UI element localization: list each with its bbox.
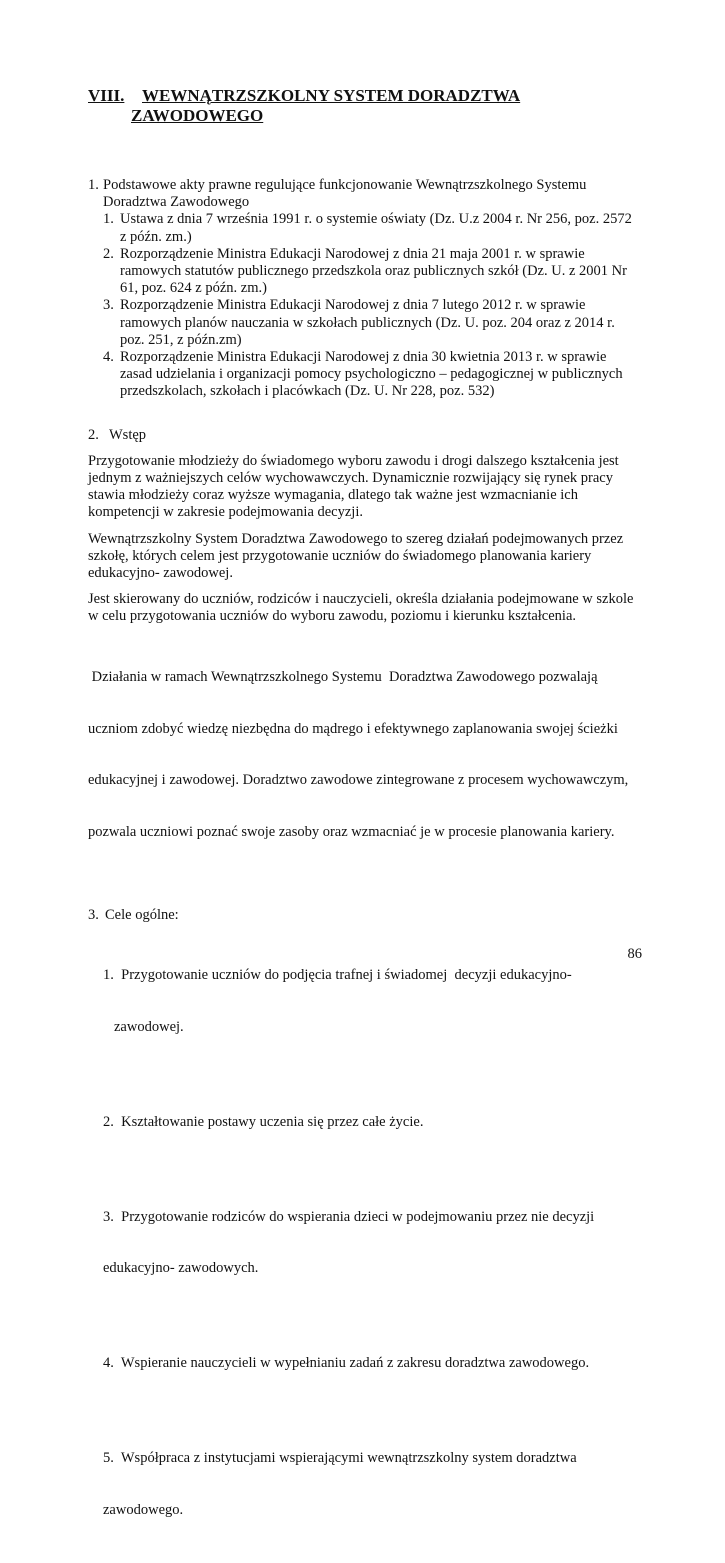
legal-acts-list — [103, 211, 640, 400]
paragraph-line: Jest skierowany do uczniów, rodziców i nauczycieli, określa działania podejmowane w szkole — [88, 591, 634, 608]
paragraph — [88, 531, 640, 583]
paragraph-line: edukacyjnej i zawodowej. Doradztwo zawodowe zintegrowane z procesem wychowawczym, — [88, 772, 629, 789]
item-line: z późn. zm.) — [120, 228, 192, 245]
item-line: ramowych statutów publicznego przedszkola oraz publicznych szkół (Dz. U. z 2001 Nr — [120, 263, 627, 280]
goal-line: 3. Przygotowanie rodziców do wspierania dzieci w podejmowaniu przez nie decyzji — [103, 1208, 595, 1225]
chapter-heading — [88, 86, 648, 126]
item-number: 3. — [103, 297, 114, 314]
section-1-heading — [88, 177, 640, 211]
paragraph-line: uczniom zdobyć wiedzę niezbędna do mądrego i efektywnego zaplanowania swojej ścieżki — [88, 720, 618, 737]
item-line: Rozporządzenie Ministra Edukacji Narodowej z dnia 21 maja 2001 r. w sprawie — [120, 245, 585, 262]
item-line: ramowych planów nauczania w szkołach publicznych (Dz. U. poz. 204 oraz z 2014 r. — [120, 314, 615, 331]
list-item — [103, 211, 640, 245]
paragraph-line: w celu przygotowania uczniów do wyboru zawodu, poziomu i kierunku kształcenia. — [88, 608, 577, 625]
paragraph — [88, 635, 640, 876]
paragraph-line: Działania w ramach Wewnątrzszkolnego Systemu Doradztwa Zawodowego pozwalają — [88, 669, 598, 686]
paragraph-line: stawia młodzieży coraz wyższe wymagania, dlatego tak ważne jest wzmacnianie ich — [88, 487, 578, 504]
goal-line: 4. Wspieranie nauczycieli w wypełnianiu zadań z zakresu doradztwa zawodowego. — [103, 1355, 590, 1372]
paragraph-line: jednym z ważniejszych celów wychowawczych. Dynamicznie rozwijający się rynek pracy — [88, 470, 613, 487]
document-body — [88, 177, 640, 1563]
paragraph-line: edukacyjno- zawodowej. — [88, 565, 233, 582]
section-title-line: Podstawowe akty prawne regulujące funkcjonowanie Wewnątrzszkolnego Systemu — [103, 177, 587, 193]
chapter-number: VIII. — [88, 86, 125, 105]
goal-item — [103, 1079, 640, 1165]
item-line: Rozporządzenie Ministra Edukacji Narodowej z dnia 7 lutego 2012 r. w sprawie — [120, 297, 586, 314]
goal-item — [103, 1174, 640, 1312]
goal-line: 5. Współpraca z instytucjami wspierającymi wewnątrzszkolny system doradztwa — [103, 1450, 577, 1467]
goal-line: edukacyjno- zawodowych. — [103, 1260, 259, 1277]
chapter-title-line1: WEWNĄTRZSZKOLNY SYSTEM DORADZTWA — [142, 86, 521, 105]
goal-line: zawodowej. — [114, 1018, 184, 1035]
item-number: 4. — [103, 349, 114, 366]
list-item — [103, 349, 640, 401]
item-line: Rozporządzenie Ministra Edukacji Narodowej z dnia 30 kwietnia 2013 r. w sprawie — [120, 349, 607, 366]
paragraph — [88, 591, 640, 625]
paragraph-line: kompetencji w zakresie podejmowania decyzji. — [88, 504, 363, 521]
goal-item — [103, 933, 640, 1071]
page-number: 86 — [627, 946, 642, 962]
section-number: 2. — [88, 426, 99, 443]
section-2-heading — [88, 427, 640, 444]
item-line: poz. 251, z późn.zm) — [120, 331, 242, 348]
goal-item — [103, 1321, 640, 1407]
list-item — [103, 297, 640, 349]
section-3-heading — [88, 907, 640, 924]
goal-line: 2. Kształtowanie postawy uczenia się przez całe życie. — [103, 1113, 424, 1130]
spacer — [88, 401, 640, 427]
section-title-line: Doradztwa Zawodowego — [103, 194, 250, 211]
chapter-title-line2: ZAWODOWEGO — [131, 106, 264, 125]
paragraph-line: pozwala uczniowi poznać swoje zasoby oraz wzmacniać je w procesie planowania kariery. — [88, 823, 615, 840]
paragraph-line: szkołę, których celem jest przygotowanie uczniów do świadomego planowania kariery — [88, 547, 592, 564]
item-line: przedszkolach, szkołach i placówkach (Dz. U. Nr 228, poz. 532) — [120, 383, 495, 400]
item-line: zasad udzielania i organizacji pomocy psychologiczno – pedagogicznej w publicznych — [120, 366, 623, 383]
item-line: 61, poz. 624 z późn. zm.) — [120, 280, 267, 297]
item-number: 1. — [103, 211, 114, 228]
item-number: 2. — [103, 245, 114, 262]
list-item — [103, 246, 640, 298]
goal-line: zawodowego. — [103, 1502, 184, 1519]
paragraph-line: Wewnątrzszkolny System Doradztwa Zawodowego to szereg działań podejmowanych przez — [88, 530, 624, 547]
section-number: 1. — [88, 177, 99, 193]
section-number: 3. — [88, 906, 99, 923]
paragraph-line: Przygotowanie młodzieży do świadomego wyboru zawodu i drogi dalszego kształcenia jest — [88, 452, 619, 469]
paragraph — [88, 453, 640, 522]
section-title: Wstęp — [109, 426, 147, 443]
goal-line: 1. Przygotowanie uczniów do podjęcia trafnej i świadomej decyzji edukacyjno- — [103, 967, 572, 984]
item-line: Ustawa z dnia 7 września 1991 r. o systemie oświaty (Dz. U.z 2004 r. Nr 256, poz. 2572 — [120, 211, 632, 228]
spacer — [88, 885, 640, 907]
section-title: Cele ogólne: — [105, 906, 179, 923]
goal-item — [103, 1416, 640, 1554]
